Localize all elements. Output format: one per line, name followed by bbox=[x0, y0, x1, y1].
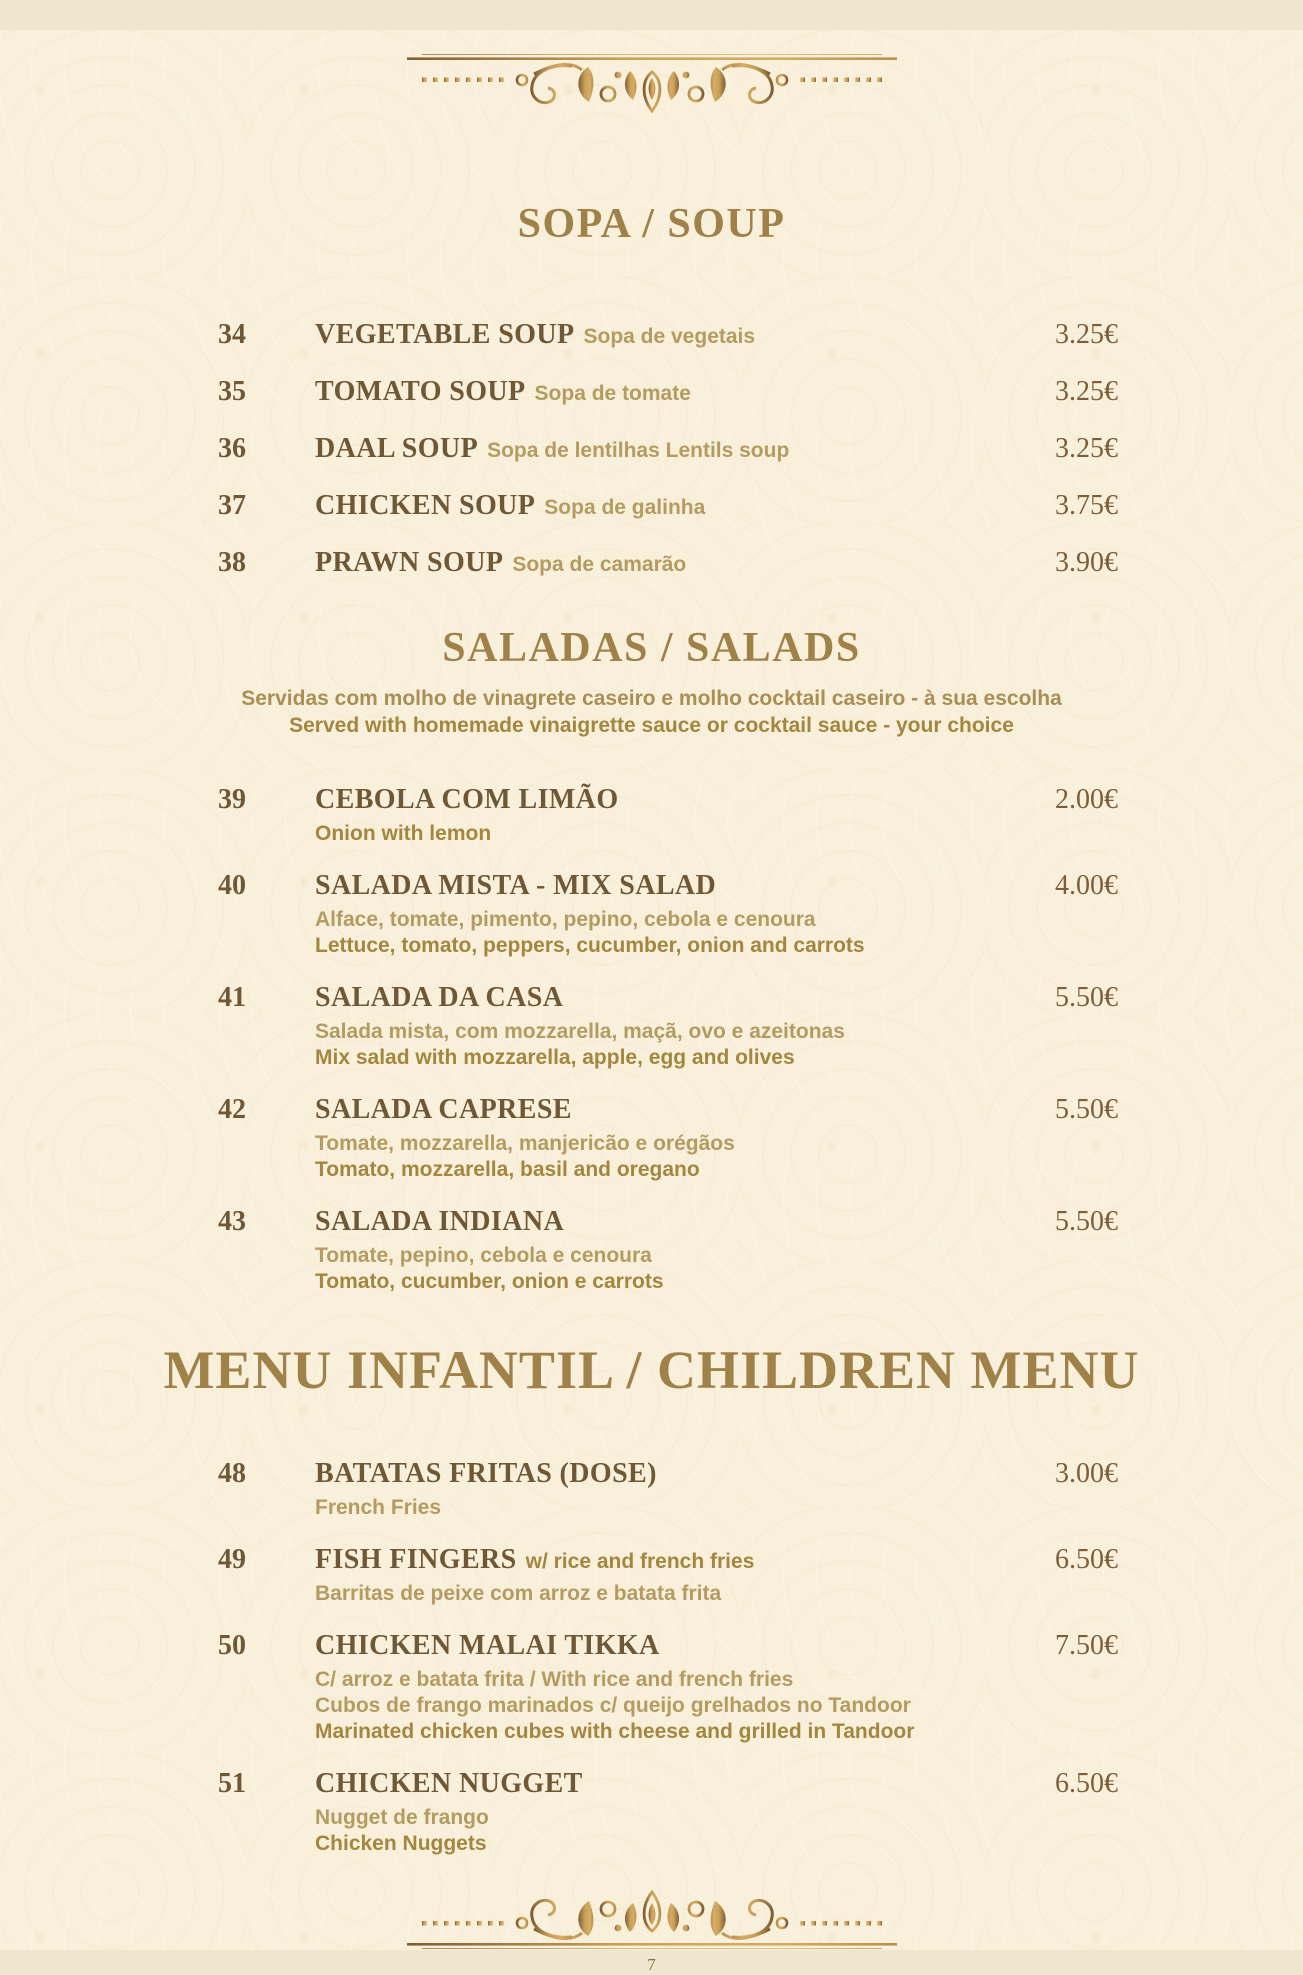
item-price: 2.00€ bbox=[1055, 783, 1118, 815]
menu-item bbox=[218, 1543, 1118, 1607]
item-price: 3.75€ bbox=[1055, 490, 1118, 522]
item-number: 39 bbox=[218, 783, 246, 815]
item-body bbox=[315, 432, 1041, 470]
item-body bbox=[315, 1093, 1041, 1183]
item-body bbox=[315, 489, 1041, 527]
item-body bbox=[315, 1205, 1041, 1295]
item-description: Tomato, cucumber, onion e carrots bbox=[315, 1269, 664, 1293]
item-name-line bbox=[315, 1205, 1041, 1243]
item-name: VEGETABLE SOUP bbox=[315, 319, 575, 351]
item-name: SALADA INDIANA bbox=[315, 1205, 565, 1237]
item-name-line bbox=[315, 375, 1041, 413]
item-name-translation: Sopa de vegetais bbox=[583, 325, 756, 349]
item-body bbox=[315, 981, 1041, 1071]
menu-item bbox=[218, 489, 1118, 527]
menu-item bbox=[218, 1629, 1118, 1745]
menu-item bbox=[218, 783, 1118, 847]
item-price: 4.00€ bbox=[1055, 869, 1118, 901]
menu-page bbox=[0, 30, 1303, 1974]
item-number: 41 bbox=[218, 981, 246, 1013]
item-description: Tomate, mozzarella, manjericão e orégãos bbox=[315, 1131, 735, 1155]
menu-item bbox=[218, 1767, 1118, 1857]
item-name-line bbox=[315, 1767, 1041, 1805]
item-body bbox=[315, 1629, 1041, 1745]
item-name: CHICKEN MALAI TIKKA bbox=[315, 1629, 660, 1661]
menu-item bbox=[218, 546, 1118, 584]
item-number: 35 bbox=[218, 376, 246, 408]
item-name-line bbox=[315, 489, 1041, 527]
section-soup bbox=[0, 200, 1303, 584]
item-name-line bbox=[315, 318, 1041, 356]
item-name: DAAL SOUP bbox=[315, 433, 479, 465]
item-name-line bbox=[315, 869, 1041, 907]
item-name: SALADA DA CASA bbox=[315, 981, 564, 1013]
item-body bbox=[315, 1543, 1041, 1607]
item-price: 3.25€ bbox=[1055, 319, 1118, 351]
menu-item bbox=[218, 1205, 1118, 1295]
item-price: 5.50€ bbox=[1055, 981, 1118, 1013]
flourish-ornament-icon bbox=[272, 30, 1032, 122]
item-description: French Fries bbox=[315, 1495, 442, 1519]
item-name: FISH FINGERS bbox=[315, 1543, 517, 1575]
item-list bbox=[0, 783, 1303, 1295]
item-price: 5.50€ bbox=[1055, 1093, 1118, 1125]
menu-item bbox=[218, 1457, 1118, 1521]
item-number: 36 bbox=[218, 433, 246, 465]
item-name-line bbox=[315, 432, 1041, 470]
item-number: 42 bbox=[218, 1093, 246, 1125]
item-name-line bbox=[315, 783, 1041, 821]
item-body bbox=[315, 1767, 1041, 1857]
menu-item bbox=[218, 432, 1118, 470]
item-name-translation: Sopa de galinha bbox=[544, 496, 706, 520]
item-number: 34 bbox=[218, 319, 246, 351]
item-name-translation: Sopa de tomate bbox=[534, 382, 691, 406]
item-body bbox=[315, 1457, 1041, 1521]
item-name-line bbox=[315, 981, 1041, 1019]
item-list bbox=[0, 318, 1303, 584]
item-number: 38 bbox=[218, 547, 246, 579]
item-name: BATATAS FRITAS (DOSE) bbox=[315, 1457, 657, 1489]
item-name-line bbox=[315, 1093, 1041, 1131]
item-body bbox=[315, 375, 1041, 413]
item-name-translation: Sopa de lentilhas Lentils soup bbox=[487, 439, 790, 463]
item-name: TOMATO SOUP bbox=[315, 376, 526, 408]
menu-item bbox=[218, 375, 1118, 413]
top-ornament bbox=[0, 30, 1303, 122]
item-description: Barritas de peixe com arroz e batata frita bbox=[315, 1581, 722, 1605]
item-description: Tomato, mozzarella, basil and oregano bbox=[315, 1157, 700, 1181]
item-number: 37 bbox=[218, 490, 246, 522]
item-name: CEBOLA COM LIMÃO bbox=[315, 783, 619, 815]
item-name: SALADA CAPRESE bbox=[315, 1093, 572, 1125]
item-description: Onion with lemon bbox=[315, 821, 492, 845]
item-description: Tomate, pepino, cebola e cenoura bbox=[315, 1243, 652, 1267]
section-note-pt: Servidas com molho de vinagrete caseiro e molho cocktail caseiro - à sua escolha bbox=[241, 686, 1062, 710]
item-body bbox=[315, 546, 1041, 584]
menu-content bbox=[0, 200, 1303, 1857]
item-number: 50 bbox=[218, 1629, 246, 1661]
item-name-line bbox=[315, 1457, 1041, 1495]
item-description: Mix salad with mozzarella, apple, egg and olives bbox=[315, 1045, 795, 1069]
item-name-line bbox=[315, 1629, 1041, 1667]
item-price: 6.50€ bbox=[1055, 1543, 1118, 1575]
item-price: 6.50€ bbox=[1055, 1767, 1118, 1799]
item-list bbox=[0, 1457, 1303, 1857]
item-number: 51 bbox=[218, 1767, 246, 1799]
item-body bbox=[315, 869, 1041, 959]
item-price: 3.25€ bbox=[1055, 376, 1118, 408]
item-description: Chicken Nuggets bbox=[315, 1831, 487, 1855]
item-price: 3.00€ bbox=[1055, 1457, 1118, 1489]
section-children bbox=[0, 1339, 1303, 1857]
item-price: 3.90€ bbox=[1055, 547, 1118, 579]
item-name: CHICKEN NUGGET bbox=[315, 1767, 583, 1799]
item-price: 3.25€ bbox=[1055, 433, 1118, 465]
section-title-soup: SOPA / SOUP bbox=[517, 201, 786, 247]
item-price: 5.50€ bbox=[1055, 1205, 1118, 1237]
item-body bbox=[315, 318, 1041, 356]
item-name-translation: Sopa de camarão bbox=[512, 553, 687, 577]
item-number: 40 bbox=[218, 869, 246, 901]
menu-item bbox=[218, 869, 1118, 959]
page-number: 7 bbox=[647, 1954, 656, 1974]
section-note-en: Served with homemade vinaigrette sauce or cocktail sauce - your choice bbox=[289, 713, 1014, 737]
item-description: C/ arroz e batata frita / With rice and french fries bbox=[315, 1667, 794, 1691]
item-name: CHICKEN SOUP bbox=[315, 490, 536, 522]
item-body bbox=[315, 783, 1041, 847]
item-description: Cubos de frango marinados c/ queijo grelhados no Tandoor bbox=[315, 1693, 911, 1717]
item-price: 7.50€ bbox=[1055, 1629, 1118, 1661]
item-name-line bbox=[315, 546, 1041, 584]
item-name-translation: w/ rice and french fries bbox=[525, 1549, 755, 1573]
item-description: Marinated chicken cubes with cheese and grilled in Tandoor bbox=[315, 1719, 915, 1743]
item-name-line bbox=[315, 1543, 1041, 1581]
menu-item bbox=[218, 981, 1118, 1071]
item-name: SALADA MISTA - MIX SALAD bbox=[315, 869, 717, 901]
menu-item bbox=[218, 318, 1118, 356]
section-title-children: MENU INFANTIL / CHILDREN MENU bbox=[163, 1339, 1140, 1400]
item-name: PRAWN SOUP bbox=[315, 547, 504, 579]
item-number: 48 bbox=[218, 1457, 246, 1489]
item-number: 43 bbox=[218, 1205, 246, 1237]
item-description: Alface, tomate, pimento, pepino, cebola e cenoura bbox=[315, 907, 816, 931]
item-description: Lettuce, tomato, peppers, cucumber, onion and carrots bbox=[315, 933, 865, 957]
menu-item bbox=[218, 1093, 1118, 1183]
item-description: Nugget de frango bbox=[315, 1805, 489, 1829]
section-title-salads: SALADAS / SALADS bbox=[442, 625, 861, 672]
section-salads bbox=[0, 624, 1303, 1294]
item-description: Salada mista, com mozzarella, maçã, ovo e azeitonas bbox=[315, 1019, 845, 1043]
item-number: 49 bbox=[218, 1543, 246, 1575]
